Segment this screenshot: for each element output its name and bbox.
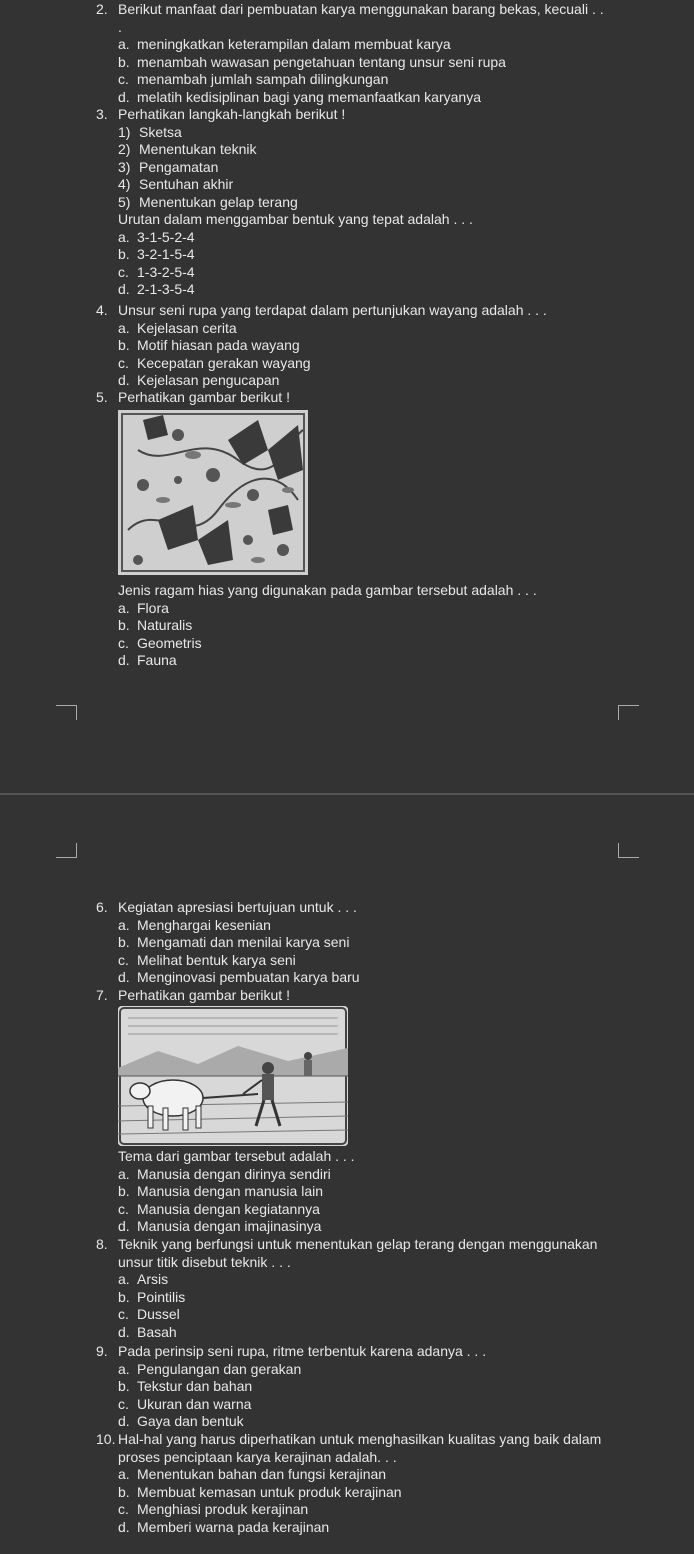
step-item: 2) Menentukan teknik — [118, 141, 257, 157]
option-b[interactable]: b. Naturalis — [118, 617, 193, 633]
option-b[interactable]: b. menambah wawasan pengetahuan tentang unsur seni rupa — [118, 53, 506, 70]
option-a[interactable]: a. Manusia dengan dirinya sendiri — [118, 1165, 331, 1182]
step-item: 3) Pengamatan — [118, 158, 219, 175]
option-c[interactable]: c. Melihat bentuk karya seni — [118, 951, 296, 968]
option-a[interactable]: a. 3-1-5-2-4 — [118, 228, 195, 245]
page-divider — [0, 793, 694, 795]
question-stem: Unsur seni rupa yang terdapat dalam pertunjukan wayang adalah . . . — [118, 302, 547, 318]
question-number: 9. — [96, 1343, 108, 1359]
question-number: 6. — [96, 899, 108, 915]
option-d[interactable]: d. Kejelasan pengucapan — [118, 372, 280, 388]
crop-mark-top-left — [56, 705, 77, 720]
option-c[interactable]: c. 1-3-2-5-4 — [118, 263, 195, 280]
question-stem-continued: unsur titik disebut teknik . . . — [118, 1253, 291, 1270]
option-d[interactable]: d. Fauna — [118, 652, 177, 668]
question-10 — [96, 1431, 656, 1536]
option-d[interactable]: d. Basah — [118, 1323, 177, 1340]
option-b[interactable]: b. Tekstur dan bahan — [118, 1378, 253, 1394]
option-d[interactable]: d. Memberi warna pada kerajinan — [118, 1518, 330, 1535]
question-stem: Teknik yang berfungsi untuk menentukan gelap terang dengan menggunakan — [118, 1236, 598, 1252]
question-prompt: Jenis ragam hias yang digunakan pada gambar tersebut adalah . . . — [118, 582, 537, 598]
question-stem: Hal-hal yang harus diperhatikan untuk menghasilkan kualitas yang baik dalam — [118, 1431, 602, 1447]
option-a[interactable]: a. Menghargai kesenian — [118, 916, 271, 933]
step-item: 5) Menentukan gelap terang — [118, 193, 298, 210]
option-a[interactable]: a. Menentukan bahan dan fungsi kerajinan — [118, 1466, 387, 1482]
option-d[interactable]: d. 2-1-3-5-4 — [118, 281, 195, 297]
option-d[interactable]: d. Gaya dan bentuk — [118, 1413, 244, 1429]
option-a[interactable]: a. meningkatkan keterampilan dalam membuat karya — [118, 36, 451, 52]
option-b[interactable]: b. 3-2-1-5-4 — [118, 246, 195, 262]
question-number: 7. — [96, 987, 108, 1003]
question-5 — [96, 389, 656, 407]
option-c[interactable]: c. Menghiasi produk kerajinan — [118, 1501, 309, 1517]
option-c[interactable]: c. Geometris — [118, 634, 202, 651]
option-a[interactable]: a. Pengulangan dan gerakan — [118, 1360, 302, 1377]
question-5-continued — [96, 582, 656, 670]
farmer-plowing-illustration — [118, 1006, 348, 1146]
option-b[interactable]: b. Manusia dengan manusia lain — [118, 1183, 324, 1199]
step-item: 1) Sketsa — [118, 123, 182, 140]
option-c[interactable]: c. Dussel — [118, 1306, 180, 1322]
question-number: 2. — [96, 1, 108, 17]
question-number: 4. — [96, 302, 108, 318]
question-3 — [96, 106, 656, 299]
option-c[interactable]: c. Kecepatan gerakan wayang — [118, 354, 311, 371]
question-7-continued — [96, 1148, 656, 1236]
question-8 — [96, 1236, 656, 1341]
crop-mark-top-right — [618, 705, 639, 720]
question-9 — [96, 1343, 656, 1431]
question-stem: Pada perinsip seni rupa, ritme terbentuk karena adanya . . . — [118, 1343, 487, 1359]
option-b[interactable]: b. Mengamati dan menilai karya seni — [118, 934, 350, 950]
option-a[interactable]: a. Arsis — [118, 1271, 169, 1287]
option-b[interactable]: b. Membuat kemasan untuk produk kerajinan — [118, 1483, 402, 1500]
option-a[interactable]: a. Kejelasan cerita — [118, 319, 237, 336]
question-2 — [96, 1, 656, 106]
question-number: 10. — [96, 1431, 116, 1447]
batik-butterfly-flower-illustration — [118, 410, 308, 575]
question-stem: Perhatikan gambar berikut ! — [118, 987, 290, 1003]
step-item: 4) Sentuhan akhir — [118, 176, 234, 192]
option-b[interactable]: b. Motif hiasan pada wayang — [118, 337, 300, 353]
option-a[interactable]: a. Flora — [118, 599, 169, 616]
question-stem-continued: . — [118, 18, 122, 35]
question-4 — [96, 302, 656, 390]
batik-image — [118, 410, 308, 575]
question-stem: Berikut manfaat dari pembuatan karya menggunakan barang bekas, kecuali . . — [118, 1, 604, 17]
question-7 — [96, 987, 656, 1005]
question-stem: Perhatikan langkah-langkah berikut ! — [118, 106, 346, 122]
question-number: 8. — [96, 1236, 108, 1252]
option-d[interactable]: d. melatih kedisiplinan bagi yang memanfaatkan karyanya — [118, 88, 481, 105]
question-stem-continued: proses penciptaan karya kerajinan adalah. . . — [118, 1448, 397, 1465]
crop-mark-bottom-left — [56, 843, 77, 858]
option-c[interactable]: c. Manusia dengan kegiatannya — [118, 1200, 320, 1217]
question-number: 5. — [96, 389, 108, 405]
question-6 — [96, 899, 656, 987]
crop-mark-bottom-right — [618, 843, 639, 858]
option-c[interactable]: c. Ukuran dan warna — [118, 1395, 252, 1412]
question-prompt: Tema dari gambar tersebut adalah . . . — [118, 1148, 355, 1164]
question-number: 3. — [96, 106, 108, 122]
option-c[interactable]: c. menambah jumlah sampah dilingkungan — [118, 71, 389, 87]
option-d[interactable]: d. Manusia dengan imajinasinya — [118, 1218, 322, 1234]
question-prompt: Urutan dalam menggambar bentuk yang tepat adalah . . . — [118, 211, 473, 227]
option-d[interactable]: d. Menginovasi pembuatan karya baru — [118, 969, 360, 985]
option-b[interactable]: b. Pointilis — [118, 1288, 186, 1305]
farmer-ox-image — [118, 1006, 348, 1146]
question-stem: Kegiatan apresiasi bertujuan untuk . . . — [118, 899, 357, 915]
question-stem: Perhatikan gambar berikut ! — [118, 389, 290, 405]
